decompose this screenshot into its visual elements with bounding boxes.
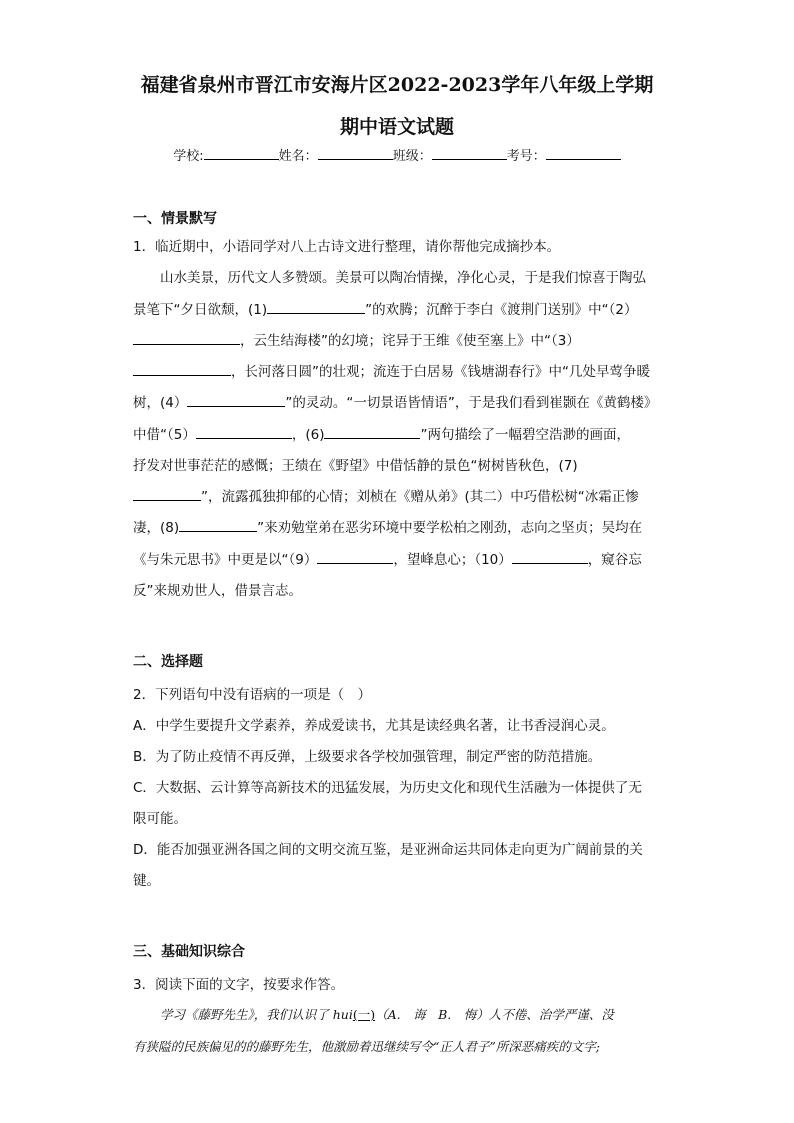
q1-line-10b: ，望峰息心；（10） <box>393 552 512 568</box>
q1-line-6b: ，(6) <box>291 427 325 443</box>
q1-line-2b: ”的欢腾；沉醉于李白《渡荆门送别》中“（2） <box>365 302 638 318</box>
student-info-row <box>0 145 794 164</box>
q3-passage-1b: （A. 诲 B. 悔）人不倦、治学严谨、没 <box>375 1007 614 1022</box>
q1-line-7: 抒发对世事茫茫的感慨；王绩在《野望》中借恬静的景色“树树皆秋色，(7) <box>133 458 578 474</box>
q1-stem: 1．临近期中，小语同学对八上古诗文进行整理，请你帮他完成摘抄本。 <box>133 239 561 255</box>
blank-3[interactable] <box>133 363 231 376</box>
q1-line-6c: ”两句描绘了一幅碧空浩渺的画面， <box>420 427 630 443</box>
q1-line-9a: 凄，(8) <box>133 520 180 536</box>
q2-option-b[interactable]: B．为了防止疫情不再反弹，上级要求各学校加强管理，制定严密的防范措施。 <box>133 749 602 765</box>
blank-6[interactable] <box>324 426 420 439</box>
q1-line-3 <box>133 329 580 349</box>
q1-line-8 <box>133 485 639 505</box>
blank-8[interactable] <box>179 519 257 532</box>
q3-passage-1a: 学习《藤野先生》，我们认识了 hui <box>160 1007 353 1022</box>
q3-passage-line-1 <box>160 1005 614 1023</box>
q1-line-8b: ”，流露孤独抑郁的心情；刘桢在《赠从弟》(其二）中巧借松树“冰霜正惨 <box>201 489 639 505</box>
q3-stem: 3．阅读下面的文字，按要求作答。 <box>133 977 345 993</box>
q2-option-a[interactable]: A．中学生要提升文学素养，养成爱读书，尤其是读经典名著，让书香浸润心灵。 <box>133 718 615 734</box>
q1-line-10 <box>133 548 642 568</box>
blank-7[interactable] <box>133 488 201 501</box>
q1-line-4 <box>133 360 650 380</box>
section-heading-1: 一、情景默写 <box>133 211 217 227</box>
school-label: 学校: <box>173 149 204 164</box>
q1-line-11: 反”来规劝世人，借景言志。 <box>133 583 302 599</box>
class-label: 班级： <box>392 149 432 164</box>
name-blank[interactable] <box>318 147 393 160</box>
q1-line-4b: ，长河落日圆”的壮观；流连于白居易《钱塘湖春行》中“几处早莺争暖 <box>231 364 650 380</box>
q1-line-10c: ，窥谷忘 <box>587 552 642 568</box>
q3-passage-line-2: 有狭隘的民族偏见的的藤野先生，他激励着迅继续写令“正人君子”所深恶痛疾的文字; <box>133 1039 600 1054</box>
school-blank[interactable] <box>204 147 279 160</box>
q2-option-d[interactable]: D．能否加强亚洲各国之间的文明交流互鉴，是亚洲命运共同体走向更为广阔前景的关 <box>133 842 643 858</box>
q1-line-5b: ”的灵动。“一切景语皆情语”，于是我们看到崔颢在《黄鹤楼》 <box>285 395 658 411</box>
number-blank[interactable] <box>546 147 621 160</box>
q1-line-3b: ，云生结海楼”的幻境；诧异于王维《使至塞上》中“（3） <box>240 333 580 349</box>
q1-line-1: 山水美景，历代文人多赞颂。美景可以陶冶情操，净化心灵，于是我们惊喜于陶弘 <box>160 270 646 286</box>
q2-option-c[interactable]: C．大数据、云计算等高新技术的迅猛发展，为历史文化和现代生活融为一体提供了无 <box>133 780 642 796</box>
q3-blank-mark: (一) <box>352 1007 376 1022</box>
section-heading-2: 二、选择题 <box>133 654 203 670</box>
name-label: 姓名： <box>278 149 318 164</box>
class-blank[interactable] <box>432 147 507 160</box>
q2-stem: 2．下列语句中没有语病的一项是（ ） <box>133 687 372 703</box>
blank-4[interactable] <box>187 394 285 407</box>
q1-line-9 <box>133 516 642 536</box>
q1-line-6a: 中借“（5） <box>133 427 196 443</box>
exam-title-line1: 福建省泉州市晋江市安海片区2022-2023学年八年级上学期 <box>140 74 654 96</box>
q1-line-5a: 树，(4） <box>133 395 188 411</box>
q1-line-10a: 《与朱元思书》中更是以“（9） <box>133 552 318 568</box>
blank-9[interactable] <box>317 551 393 564</box>
q1-line-5 <box>133 391 657 411</box>
q1-line-2a: 景笔下“夕日欲颓，(1) <box>133 302 268 318</box>
q1-line-2 <box>133 298 637 318</box>
q2-option-d-cont: 键。 <box>133 873 160 889</box>
blank-1[interactable] <box>267 301 365 314</box>
blank-5[interactable] <box>196 426 292 439</box>
section-heading-3: 三、基础知识综合 <box>133 944 245 960</box>
exam-title-line2: 期中语文试题 <box>339 116 454 138</box>
blank-2[interactable] <box>133 332 240 345</box>
q2-option-c-cont: 限可能。 <box>133 811 187 827</box>
q1-line-9b: ”来劝勉堂弟在恶劣环境中要学松柏之刚劲，志向之坚贞；吴均在 <box>257 520 643 536</box>
number-label: 考号： <box>506 149 546 164</box>
q1-line-6 <box>133 423 630 443</box>
blank-10[interactable] <box>512 551 588 564</box>
